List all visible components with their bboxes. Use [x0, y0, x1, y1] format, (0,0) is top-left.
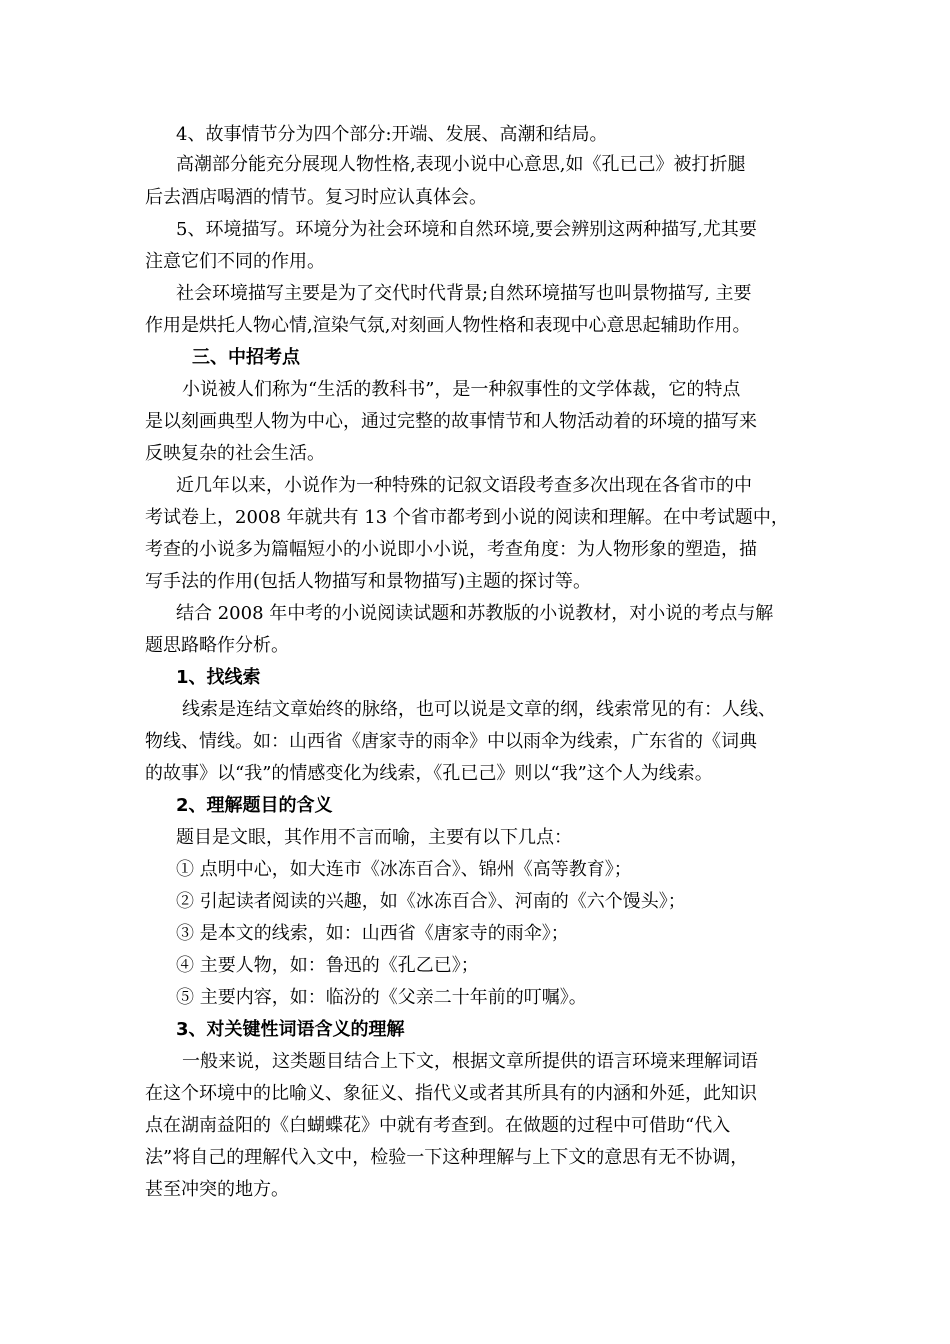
- section-heading: 三、中招考点: [192, 347, 300, 368]
- list-item: ② 引起读者阅读的兴趣，如《冰冻百合》、河南的《六个馒头》；: [176, 891, 686, 912]
- paragraph-line: 4、故事情节分为四个部分:开端、发展、高潮和结局。: [176, 124, 608, 145]
- paragraph-line: 题思路略作分析。: [145, 635, 289, 656]
- paragraph-line: 后去酒店喝酒的情节。复习时应认真体会。: [145, 187, 487, 208]
- paragraph-line: 结合 2008 年中考的小说阅读试题和苏教版的小说教材，对小说的考点与解: [176, 603, 774, 624]
- paragraph-line: 甚至冲突的地方。: [145, 1179, 289, 1200]
- list-item: ① 点明中心，如大连市《冰冻百合》、锦州《高等教育》；: [176, 859, 632, 880]
- paragraph-line: 近几年以来，小说作为一种特殊的记叙文语段考查多次出现在各省市的中: [176, 475, 752, 496]
- paragraph-line: 物线、情线。如：山西省《唐家寺的雨伞》中以雨伞为线索，广东省的《词典: [145, 731, 757, 752]
- paragraph-line: 写手法的作用(包括人物描写和景物描写)主题的探讨等。: [145, 571, 592, 592]
- paragraph-line: 小说被人们称为“生活的教科书”，是一种叙事性的文学体裁，它的特点: [182, 379, 741, 400]
- list-item: ③ 是本文的线索，如：山西省《唐家寺的雨伞》；: [176, 923, 569, 944]
- subsection-heading: 1、找线索: [176, 667, 261, 688]
- paragraph-line: 题目是文眼，其作用不言而喻，主要有以下几点：: [176, 827, 572, 848]
- subsection-heading: 3、对关键性词语含义的理解: [176, 1019, 405, 1040]
- paragraph-line: 高潮部分能充分展现人物性格,表现小说中心意思,如《孔已己》被打折腿: [176, 154, 746, 175]
- paragraph-line: 注意它们不同的作用。: [145, 251, 325, 272]
- subsection-heading: 2、理解题目的含义: [176, 795, 333, 816]
- paragraph-line: 作用是烘托人物心情,渲染气氛,对刻画人物性格和表现中心意思起辅助作用。: [145, 315, 751, 336]
- paragraph-line: 反映复杂的社会生活。: [145, 443, 325, 464]
- paragraph-line: 法”将自己的理解代入文中，检验一下这种理解与上下文的意思有无不协调，: [145, 1147, 749, 1168]
- paragraph-line: 的故事》以“我”的情感变化为线索，《孔已己》则以“我”这个人为线索。: [145, 763, 713, 784]
- paragraph-line: 点在湖南益阳的《白蝴蝶花》中就有考查到。在做题的过程中可借助“代入: [145, 1115, 731, 1136]
- list-item: ⑤ 主要内容，如：临汾的《父亲二十年前的叮嘱》。: [176, 987, 587, 1008]
- paragraph-line: 在这个环境中的比喻义、象征义、指代义或者其所具有的内涵和外延，此知识: [145, 1083, 757, 1104]
- list-item: ④ 主要人物，如：鲁迅的《孔乙已》；: [176, 955, 479, 976]
- paragraph-line: 是以刻画典型人物为中心，通过完整的故事情节和人物活动着的环境的描写来: [145, 411, 757, 432]
- paragraph-line: 考查的小说多为篇幅短小的小说即小小说，考查角度：为人物形象的塑造，描: [145, 539, 757, 560]
- paragraph-line: 社会环境描写主要是为了交代时代背景;自然环境描写也叫景物描写, 主要: [176, 283, 752, 304]
- paragraph-line: 线索是连结文章始终的脉络，也可以说是文章的纲，线索常见的有：人线、: [182, 699, 776, 720]
- paragraph-line: 考试卷上，2008 年就共有 13 个省市都考到小说的阅读和理解。在中考试题中，: [145, 507, 789, 528]
- paragraph-line: 一般来说，这类题目结合上下文，根据文章所提供的语言环境来理解词语: [182, 1051, 758, 1072]
- paragraph-line: 5、环境描写。环境分为社会环境和自然环境,要会辨别这两种描写,尤其要: [176, 219, 757, 240]
